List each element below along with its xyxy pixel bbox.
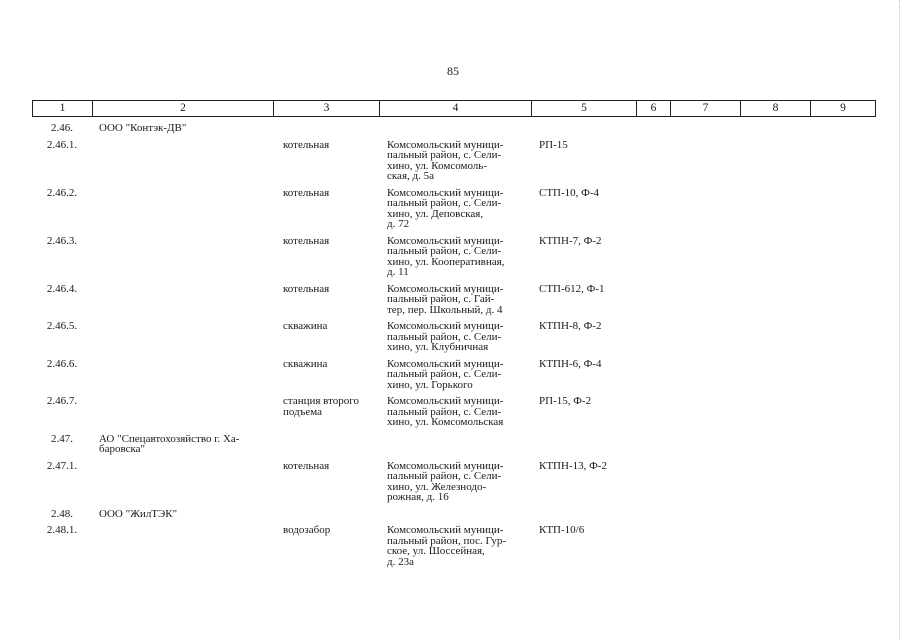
column-number-header — [32, 100, 876, 117]
row-number: 2.46.3. — [46, 234, 78, 247]
object-type — [283, 236, 379, 247]
object-address-line: хино, ул. Комсомоль- — [387, 159, 487, 172]
object-address-line: тер, пер. Школьный, д. 4 — [387, 303, 503, 316]
power-source: КТПН-13, Ф-2 — [539, 459, 607, 472]
object-address-line: хино, ул. Клубничная — [387, 341, 489, 353]
row-number: 2.48. — [51, 507, 73, 520]
organization-name — [99, 434, 279, 455]
object-address-line: хино, ул. Кооперативная, — [387, 255, 505, 268]
object-address-line: хино, ул. Деповская, — [387, 207, 484, 220]
object-type — [283, 525, 379, 536]
table-body — [0, 123, 906, 573]
object-type-line: котельная — [283, 459, 330, 472]
row-number: 2.47. — [51, 432, 73, 445]
column-header-4: 4 — [380, 101, 532, 117]
row-number: 2.46.4. — [46, 282, 78, 295]
organization-name — [99, 123, 279, 134]
object-type-line: станция второго — [283, 395, 359, 407]
row-number: 2.46.6. — [46, 357, 78, 370]
power-source: КТПН-8, Ф-2 — [539, 320, 602, 332]
row-number: 2.46.5. — [46, 320, 78, 332]
column-header-8: 8 — [741, 101, 811, 117]
object-address-line: Комсомольский муници- — [387, 459, 504, 472]
object-address-line: Комсомольский муници- — [387, 320, 504, 332]
object-type-line: котельная — [283, 234, 330, 247]
power-source: КТП-10/6 — [539, 524, 585, 536]
table-row — [0, 396, 906, 434]
object-type-line: котельная — [283, 186, 330, 199]
object-address-line: Комсомольский муници- — [387, 282, 504, 295]
table-row — [0, 321, 906, 359]
table-row — [0, 123, 906, 140]
object-address — [387, 188, 532, 230]
object-type-line: скважина — [283, 320, 328, 332]
object-address — [387, 236, 532, 278]
object-address-line: пальный район, с. Сели- — [387, 368, 502, 380]
power-source: КТПН-6, Ф-4 — [539, 357, 602, 370]
object-type-line: подъема — [283, 405, 323, 418]
object-address — [387, 284, 532, 316]
column-header-9: 9 — [811, 101, 876, 117]
object-type — [283, 396, 379, 417]
row-number: 2.46.1. — [46, 138, 78, 151]
object-address-line: Комсомольский муници- — [387, 524, 504, 536]
object-type — [283, 461, 379, 472]
column-header-3: 3 — [274, 101, 380, 117]
object-address-line: пальный район, с. Сели- — [387, 245, 502, 257]
power-source: СТП-612, Ф-1 — [539, 282, 605, 295]
object-type-line: водозабор — [283, 524, 331, 536]
object-address-line: ское, ул. Шоссейная, — [387, 545, 485, 557]
column-header-6: 6 — [637, 101, 671, 117]
table-row — [0, 140, 906, 188]
column-header-5: 5 — [532, 101, 637, 117]
table-row — [0, 509, 906, 526]
object-address-line: пальный район, с. Сели- — [387, 330, 502, 343]
object-address-line: рожная, д. 16 — [387, 491, 449, 503]
page-number: 85 — [447, 64, 459, 78]
object-address-line: ская, д. 5а — [387, 170, 434, 182]
table-row — [0, 284, 906, 322]
column-header-2: 2 — [93, 101, 274, 117]
object-address-line: д. 72 — [387, 218, 410, 230]
object-address-line: Комсомольский муници- — [387, 186, 504, 199]
object-type-line: котельная — [283, 138, 330, 151]
scan-edge-mark — [895, 0, 900, 640]
object-type-line: котельная — [283, 282, 330, 295]
object-type — [283, 284, 379, 295]
object-address-line: пальный район, с. Сели- — [387, 470, 502, 482]
object-address-line: д. 11 — [387, 266, 409, 278]
organization-name-line: АО "Спецавтохозяйство г. Ха- — [99, 432, 240, 445]
object-type — [283, 140, 379, 151]
table-row — [0, 359, 906, 397]
object-address-line: Комсомольский муници- — [387, 234, 504, 247]
object-address-line: пальный район, с. Сели- — [387, 405, 502, 418]
object-address-line: хино, ул. Комсомольская — [387, 416, 504, 428]
power-source: РП-15, Ф-2 — [539, 395, 592, 407]
table-row — [0, 236, 906, 284]
row-number: 2.46.2. — [46, 186, 78, 199]
column-header-7: 7 — [671, 101, 741, 117]
object-address-line: пальный район, с. Сели- — [387, 197, 502, 209]
object-address-line: пальный район, с. Сели- — [387, 149, 502, 161]
power-source: РП-15 — [539, 138, 568, 151]
object-address-line: хино, ул. Горького — [387, 378, 473, 391]
header-row — [33, 101, 876, 117]
power-source: СТП-10, Ф-4 — [539, 186, 600, 199]
object-type-line: скважина — [283, 357, 328, 370]
object-address-line: д. 23а — [387, 555, 414, 568]
power-source: КТПН-7, Ф-2 — [539, 234, 602, 247]
table-row — [0, 461, 906, 509]
table-row — [0, 188, 906, 236]
object-type — [283, 359, 379, 370]
object-address-line: пальный район, пос. Гур- — [387, 534, 507, 547]
object-address — [387, 525, 532, 567]
object-type — [283, 188, 379, 199]
organization-name-line: ООО "ЖилТЭК" — [99, 507, 178, 520]
object-address — [387, 461, 532, 503]
table-row — [0, 525, 906, 573]
table-row — [0, 434, 906, 461]
object-address-line: хино, ул. Железнодо- — [387, 480, 487, 493]
row-number: 2.46.7. — [46, 395, 78, 407]
object-address — [387, 321, 532, 353]
column-header-1: 1 — [33, 101, 93, 117]
organization-name-line: баровска" — [99, 443, 146, 455]
object-address-line: пальный район, с. Гай- — [387, 293, 495, 305]
object-type — [283, 321, 379, 332]
object-address — [387, 359, 532, 391]
object-address-line: Комсомольский муници- — [387, 357, 504, 370]
object-address — [387, 140, 532, 182]
row-number: 2.46. — [51, 122, 73, 134]
object-address-line: Комсомольский муници- — [387, 395, 504, 407]
row-number: 2.47.1. — [46, 459, 78, 472]
organization-name-line: ООО "Контэк-ДВ" — [99, 122, 187, 134]
organization-name — [99, 509, 279, 520]
row-number: 2.48.1. — [46, 524, 78, 536]
object-address — [387, 396, 532, 428]
object-address-line: Комсомольский муници- — [387, 138, 504, 151]
